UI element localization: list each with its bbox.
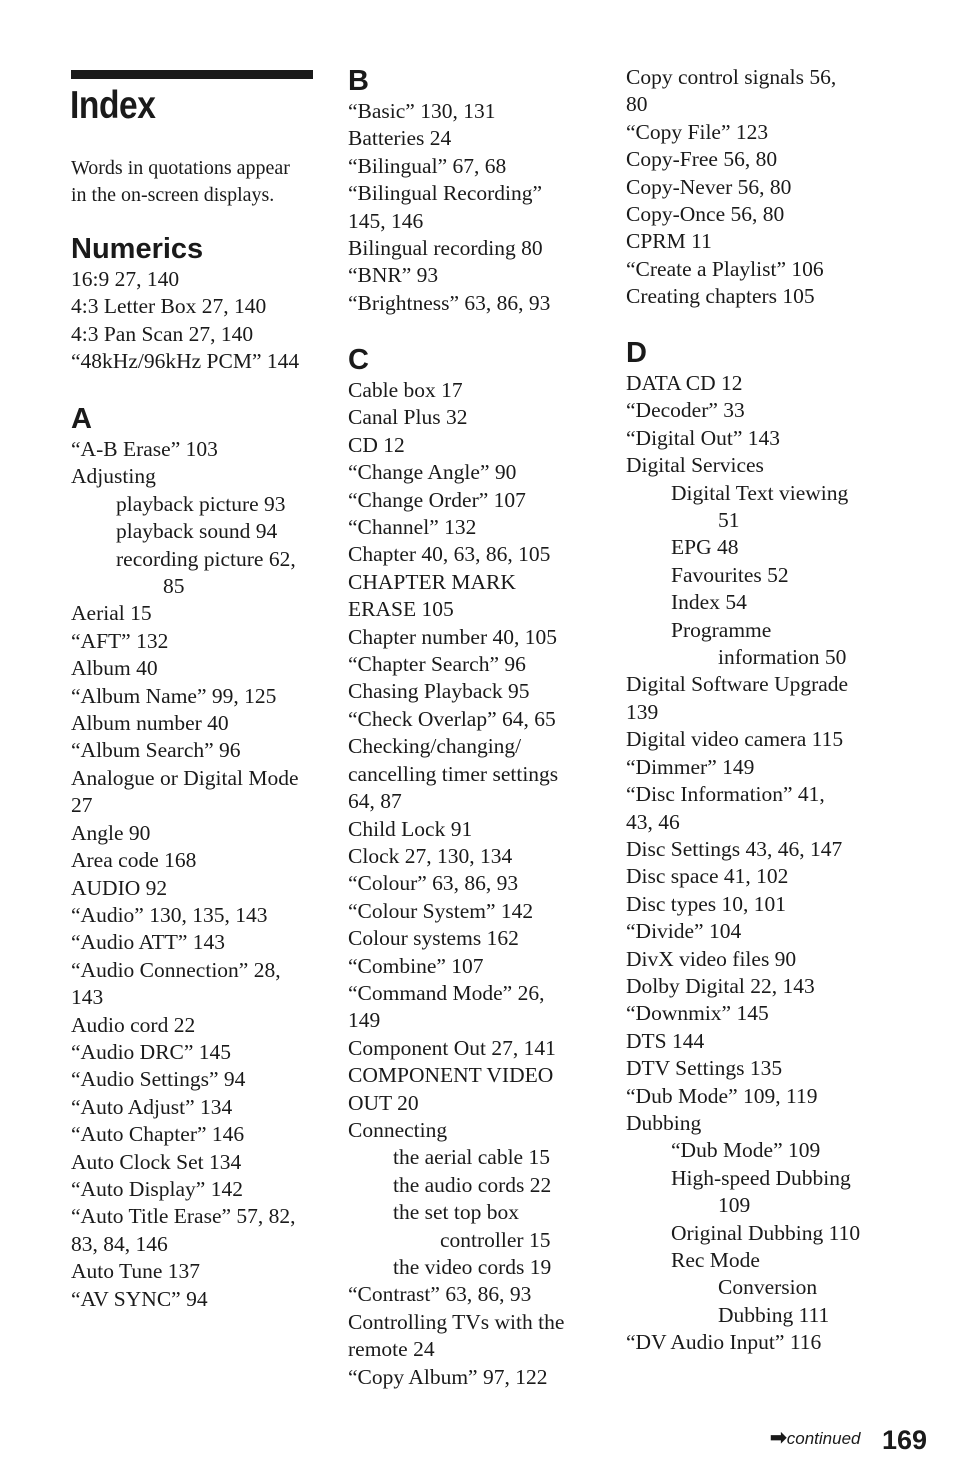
- index-entry: “Album Name” 99, 125: [71, 683, 277, 708]
- index-section: [348, 343, 598, 1391]
- continued-indicator: [770, 1428, 861, 1449]
- index-entry: “Check Overlap” 64, 65: [348, 706, 556, 731]
- index-entry: “Basic” 130, 131: [348, 99, 496, 123]
- index-entry: “Audio” 130, 135, 143: [71, 902, 268, 927]
- index-entry: 4:3 Pan Scan 27, 140: [71, 321, 254, 346]
- index-entry: Album number 40: [71, 711, 229, 736]
- index-entry: Cable box 17: [348, 378, 463, 402]
- index-entry: 85: [163, 574, 185, 599]
- index-entry: “Audio Connection” 28,: [71, 957, 281, 982]
- index-entry: Rec Mode: [671, 1248, 760, 1272]
- section-heading: C: [348, 344, 369, 376]
- index-entry: 143: [71, 985, 104, 1010]
- intro-note: [71, 155, 321, 209]
- index-entry: 80: [626, 92, 648, 117]
- index-entry: Copy control signals 56,: [626, 65, 837, 89]
- index-entry: “Create a Playlist” 106: [626, 256, 824, 281]
- index-entry: 83, 84, 146: [71, 1231, 168, 1256]
- index-section: [348, 64, 598, 317]
- index-entry: 16:9 27, 140: [71, 267, 180, 291]
- index-entry: “Auto Chapter” 146: [71, 1122, 245, 1147]
- section-heading: Numerics: [71, 233, 204, 265]
- index-entry: Conversion: [718, 1275, 818, 1300]
- index-entry: the set top box: [393, 1200, 519, 1225]
- index-entry: “Change Angle” 90: [348, 460, 517, 485]
- index-section: [626, 64, 886, 311]
- index-entry: 139: [626, 699, 659, 724]
- index-entry: CD 12: [348, 432, 405, 457]
- index-entry-list: [71, 266, 321, 376]
- index-entry: the aerial cable 15: [393, 1145, 550, 1170]
- index-entry: “Chapter Search” 96: [348, 652, 526, 677]
- title-rule: [71, 70, 313, 79]
- index-entry: Checking/changing/: [348, 734, 522, 759]
- index-entry: Audio cord 22: [71, 1012, 196, 1037]
- index-entry: “Auto Adjust” 134: [71, 1094, 233, 1119]
- index-entry: “Downmix” 145: [626, 1001, 769, 1026]
- index-entry: Analogue or Digital Mode: [71, 765, 299, 790]
- index-entry: Dolby Digital 22, 143: [626, 973, 815, 998]
- index-entry: “Dimmer” 149: [626, 754, 755, 779]
- index-entry: Dubbing: [626, 1110, 702, 1135]
- index-entry: DATA CD 12: [626, 371, 743, 395]
- index-entry: Chapter 40, 63, 86, 105: [348, 542, 551, 567]
- section-heading: B: [348, 65, 369, 97]
- index-entry: “48kHz/96kHz PCM” 144: [71, 349, 300, 374]
- index-entry: “Contrast” 63, 86, 93: [348, 1282, 532, 1307]
- index-entry: 4:3 Letter Box 27, 140: [71, 294, 267, 319]
- index-entry: “DV Audio Input” 116: [626, 1330, 822, 1355]
- index-entry: Disc space 41, 102: [626, 864, 789, 889]
- index-entry: “Copy File” 123: [626, 119, 769, 144]
- section-heading: A: [71, 403, 92, 435]
- index-entry: Disc types 10, 101: [626, 891, 787, 916]
- index-entry: “Bilingual” 67, 68: [348, 153, 507, 178]
- index-entry: Bilingual recording 80: [348, 236, 543, 261]
- index-entry: “Audio ATT” 143: [71, 930, 226, 955]
- index-entry: the video cords 19: [393, 1255, 552, 1279]
- index-entry: Controlling TVs with the: [348, 1309, 565, 1334]
- index-entry: Batteries 24: [348, 126, 452, 151]
- index-entry: 51: [718, 508, 740, 533]
- index-entry: 145, 146: [348, 208, 424, 233]
- index-entry: playback sound 94: [116, 519, 278, 544]
- index-entry: 149: [348, 1008, 381, 1033]
- index-entry: “Dub Mode” 109, 119: [626, 1083, 818, 1108]
- index-entry: DTV Settings 135: [626, 1056, 783, 1081]
- intro-line: Words in quotations appear: [71, 157, 290, 179]
- index-entry: Digital Software Upgrade: [626, 672, 849, 697]
- index-entry-list: [71, 436, 321, 1313]
- index-entry: controller 15: [440, 1227, 551, 1252]
- index-entry: CPRM 11: [626, 229, 712, 254]
- index-entry: Canal Plus 32: [348, 405, 468, 430]
- index-entry: Child Lock 91: [348, 816, 473, 841]
- index-entry: information 50: [718, 645, 847, 670]
- index-entry: “Auto Title Erase” 57, 82,: [71, 1204, 296, 1229]
- index-entry: “Audio Settings” 94: [71, 1067, 246, 1092]
- index-entry: 43, 46: [626, 809, 680, 834]
- index-entry: “Command Mode” 26,: [348, 980, 545, 1005]
- intro-line: in the on-screen displays.: [71, 184, 275, 206]
- index-entry: Auto Tune 137: [71, 1259, 201, 1284]
- index-entry: Programme: [671, 617, 772, 642]
- index-entry: cancelling timer settings: [348, 761, 559, 786]
- index-entry: the audio cords 22: [393, 1172, 552, 1197]
- index-entry: CHAPTER MARK: [348, 569, 516, 594]
- index-entry: “Auto Display” 142: [71, 1176, 243, 1201]
- index-entry: “Copy Album” 97, 122: [348, 1364, 548, 1389]
- index-entry: 64, 87: [348, 789, 402, 814]
- index-entry: remote 24: [348, 1337, 435, 1362]
- index-entry: “Divide” 104: [626, 919, 742, 944]
- index-entry: DivX video files 90: [626, 946, 797, 971]
- index-entry: “Channel” 132: [348, 515, 477, 540]
- index-entry: “Album Search” 96: [71, 738, 241, 763]
- index-entry: Digital video camera 115: [626, 727, 844, 752]
- index-entry: Clock 27, 130, 134: [348, 843, 513, 868]
- index-entry: “BNR” 93: [348, 263, 439, 288]
- index-entry: “Colour System” 142: [348, 898, 534, 923]
- index-entry: playback picture 93: [116, 491, 286, 516]
- index-entry: COMPONENT VIDEO: [348, 1063, 554, 1088]
- index-entry: Aerial 15: [71, 601, 152, 626]
- index-entry: Digital Text viewing: [671, 480, 849, 505]
- index-entry: “Bilingual Recording”: [348, 181, 543, 206]
- index-section: [71, 402, 321, 1313]
- index-entry: Album 40: [71, 656, 158, 681]
- index-entry: DTS 144: [626, 1028, 705, 1053]
- index-entry: “Brightness” 63, 86, 93: [348, 290, 551, 315]
- index-entry: High-speed Dubbing: [671, 1165, 851, 1190]
- index-entry: “AFT” 132: [71, 628, 169, 653]
- right-arrow-icon: ➡: [770, 1427, 787, 1449]
- page-number: 169: [882, 1425, 928, 1455]
- index-entry: “Audio DRC” 145: [71, 1039, 232, 1064]
- index-entry: Index 54: [671, 590, 747, 615]
- index-entry: Disc Settings 43, 46, 147: [626, 836, 843, 861]
- continued-label: continued: [786, 1429, 861, 1448]
- index-entry: Connecting: [348, 1117, 448, 1142]
- index-entry-list: [626, 64, 886, 311]
- index-entry: “Colour” 63, 86, 93: [348, 871, 519, 896]
- index-entry: Favourites 52: [671, 562, 789, 587]
- index-entry: “Change Order” 107: [348, 487, 526, 512]
- index-entry: Chapter number 40, 105: [348, 624, 557, 649]
- index-section: [626, 336, 886, 1357]
- page-title: Index: [70, 84, 156, 127]
- index-entry: Copy-Free 56, 80: [626, 147, 778, 172]
- index-entry: Original Dubbing 110: [671, 1220, 861, 1245]
- index-entry: 109: [718, 1193, 751, 1218]
- index-entry: OUT 20: [348, 1090, 419, 1115]
- index-entry: “Combine” 107: [348, 953, 484, 978]
- index-entry: Angle 90: [71, 820, 151, 845]
- index-entry: Colour systems 162: [348, 926, 519, 951]
- index-entry: Creating chapters 105: [626, 284, 815, 309]
- index-entry: “Disc Information” 41,: [626, 782, 825, 807]
- index-entry: Component Out 27, 141: [348, 1035, 556, 1060]
- index-entry: Dubbing 111: [718, 1302, 830, 1327]
- index-entry: EPG 48: [671, 535, 739, 560]
- index-entry: Copy-Once 56, 80: [626, 202, 785, 227]
- index-entry: Adjusting: [71, 464, 156, 489]
- section-heading: D: [626, 337, 647, 369]
- index-entry: Copy-Never 56, 80: [626, 174, 792, 199]
- index-entry: 27: [71, 793, 93, 818]
- index-entry: Digital Services: [626, 453, 764, 478]
- index-entry: “Decoder” 33: [626, 398, 745, 423]
- index-entry: “Dub Mode” 109: [671, 1138, 821, 1163]
- index-entry: “Digital Out” 143: [626, 425, 781, 450]
- index-entry: “AV SYNC” 94: [71, 1286, 208, 1311]
- index-entry: Area code 168: [71, 848, 197, 873]
- index-entry-list: [348, 98, 598, 317]
- index-entry: ERASE 105: [348, 597, 454, 622]
- index-entry: “A-B Erase” 103: [71, 437, 218, 461]
- index-entry: Chasing Playback 95: [348, 679, 530, 704]
- index-entry-list: [348, 377, 598, 1391]
- index-entry: AUDIO 92: [71, 875, 168, 900]
- index-entry-list: [626, 370, 886, 1357]
- index-section: [71, 232, 321, 376]
- index-entry: recording picture 62,: [116, 546, 296, 571]
- index-entry: Auto Clock Set 134: [71, 1149, 242, 1174]
